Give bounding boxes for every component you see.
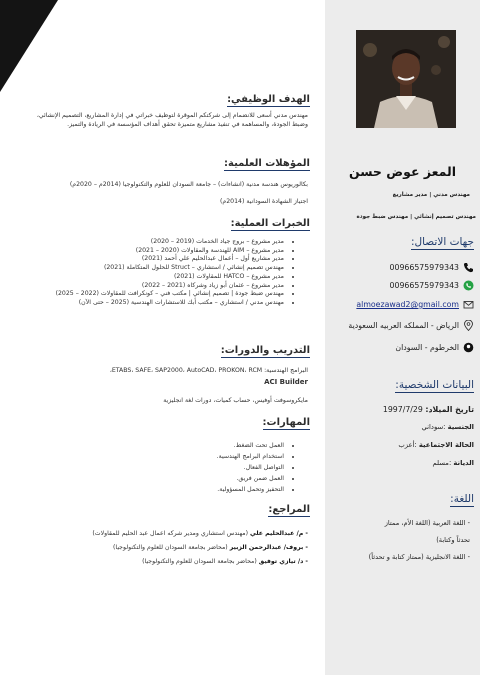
address-khartoum: الخرطوم - السودان [395,343,459,352]
personal-heading: البيانات الشخصية: [395,379,474,391]
languages-heading: اللغة: [450,493,474,505]
list-item: • مدير مشروع – عثمان أبو زياد وشركاه (2021 – 2022) [36,282,284,291]
mail-icon [463,299,474,310]
reference-item: - م/ عبدالحليم علي (مهندس استشاري ومدير شركه اعمال عبد الحليم للمقاولات) [92,530,308,537]
personal-row-religion: الديانة :مسلم [432,459,474,467]
role-line-1: مهندس مدني | مدير مشاريع [392,192,470,198]
phone-number[interactable]: 00966575979343 [389,263,459,272]
profile-photo [356,30,456,128]
address-row-1 [330,320,474,331]
candidate-name: المعز عوض حسن [348,164,457,179]
qualification-certificate: اجتياز الشهادة السودانية (2014م) [219,198,308,205]
phone-icon [463,262,474,273]
list-item: • مدير مشاريع أول – أعمال عبدالحليم علي أحمد (2021) [36,255,284,264]
qualifications-heading: المؤهلات العلمية: [224,158,310,169]
location-pin-icon [463,320,474,331]
personal-row-birth: تاريخ الميلاد: 1997/7/29 [382,405,474,414]
experience-list [36,238,294,308]
references-heading: المراجع: [268,504,310,515]
email-row[interactable] [330,299,474,310]
list-item: • مدير مشروع – بروج جياد الخدمات (2019 – 2020) [36,238,284,247]
training-heading: التدريب والدورات: [220,345,310,356]
whatsapp-row[interactable] [330,280,474,291]
whatsapp-icon [463,280,474,291]
list-item: • مدير مشروع – HATCO للمقاولات (2021) [36,273,284,282]
list-item: • استخدام البرامج الهندسية. [36,451,284,462]
address-riyadh: الرياض - المملكه العربيه السعودية [348,321,459,330]
personal-row-nationality: الجنسية :سوداني [421,423,474,431]
list-item: • العمل ضمن فريق. [36,473,284,484]
whatsapp-number[interactable]: 00966575979343 [389,281,459,290]
skills-list [36,440,294,495]
email-link[interactable]: almoezawad2@gmail.com [356,300,459,309]
reference-item: - بروف/ عبدالرحمن الزبير (محاضر بجامعة السودان للعلوم والتكنولوجيا) [113,544,308,551]
reference-item: - د/ تيازي توفيق (محاضر بجامعة السودان للعلوم والتكنولوجيا) [142,558,308,565]
phone-row[interactable] [330,262,474,273]
location-pin-icon [463,342,474,353]
corner-decoration [0,0,58,92]
personal-row-marital: الحالة الاجتماعية :أعزب [398,441,474,449]
list-item: • مهندس مدني / استشاري – مكتب أبك للاستشارات الهندسية (2025 – حتى الآن) [36,299,284,308]
skills-heading: المهارات: [262,417,310,428]
role-line-2: مهندس تصميم إنشائي | مهندس ضبط جودة [356,214,476,220]
training-courses: مايكروسوفت أوفيس، حساب كميات، دورات لغة انجليزية [163,397,308,404]
experience-heading: الخبرات العملية: [230,218,310,229]
language-arabic-cont: تحدثاً وكتابة) [436,536,470,544]
list-item: • التواصل الفعال. [36,462,284,473]
language-english: - اللغة الانجليزية (ممتاز كتابة و تحدثاً) [368,553,470,561]
language-arabic: - اللغة العربية (اللغة الأم، ممتاز [384,519,470,527]
contact-heading: جهات الاتصال: [410,236,474,248]
objective-text: مهندس مدني أسعى للانضمام إلى شركتكم الموقرة لتوظيف خبراتي في إدارة المشاريع، التصميم الإنشائي، وضبط الجودة، والمساهمة في تنفيذ مشاريع متميزة تحقق أهداف المؤسسة في الريادة والتميز. [36,112,308,128]
list-item: • التحفيز وتحمل المسؤولية. [36,484,284,495]
training-software: البرامج الهندسية: ETABS، SAFE، SAP2000، AutoCAD، PROKON، RCM، [109,367,308,374]
training-software-cont: ACI Builder [264,378,308,386]
address-row-2 [330,342,474,353]
list-item: • العمل تحت الضغط. [36,440,284,451]
objective-heading: الهدف الوظيفي: [227,94,310,105]
list-item: • مهندس تصميم إنشائي / استشاري – Struct للحلول المتكاملة (2021) [36,264,284,273]
list-item: • مهندس ضبط جودة | تصميم إنشائي | مكتب فني – كونكرافت للمقاولات (2022 – 2025) [36,290,284,299]
list-item: • مدير مشروع – AIM للهندسة والمقاولات (2020 – 2021) [36,247,284,256]
qualification-degree: بكالوريوس هندسة مدنية (انشاءات) – جامعة السودان للعلوم والتكنولوجيا (2014م – 2020م) [69,181,308,188]
